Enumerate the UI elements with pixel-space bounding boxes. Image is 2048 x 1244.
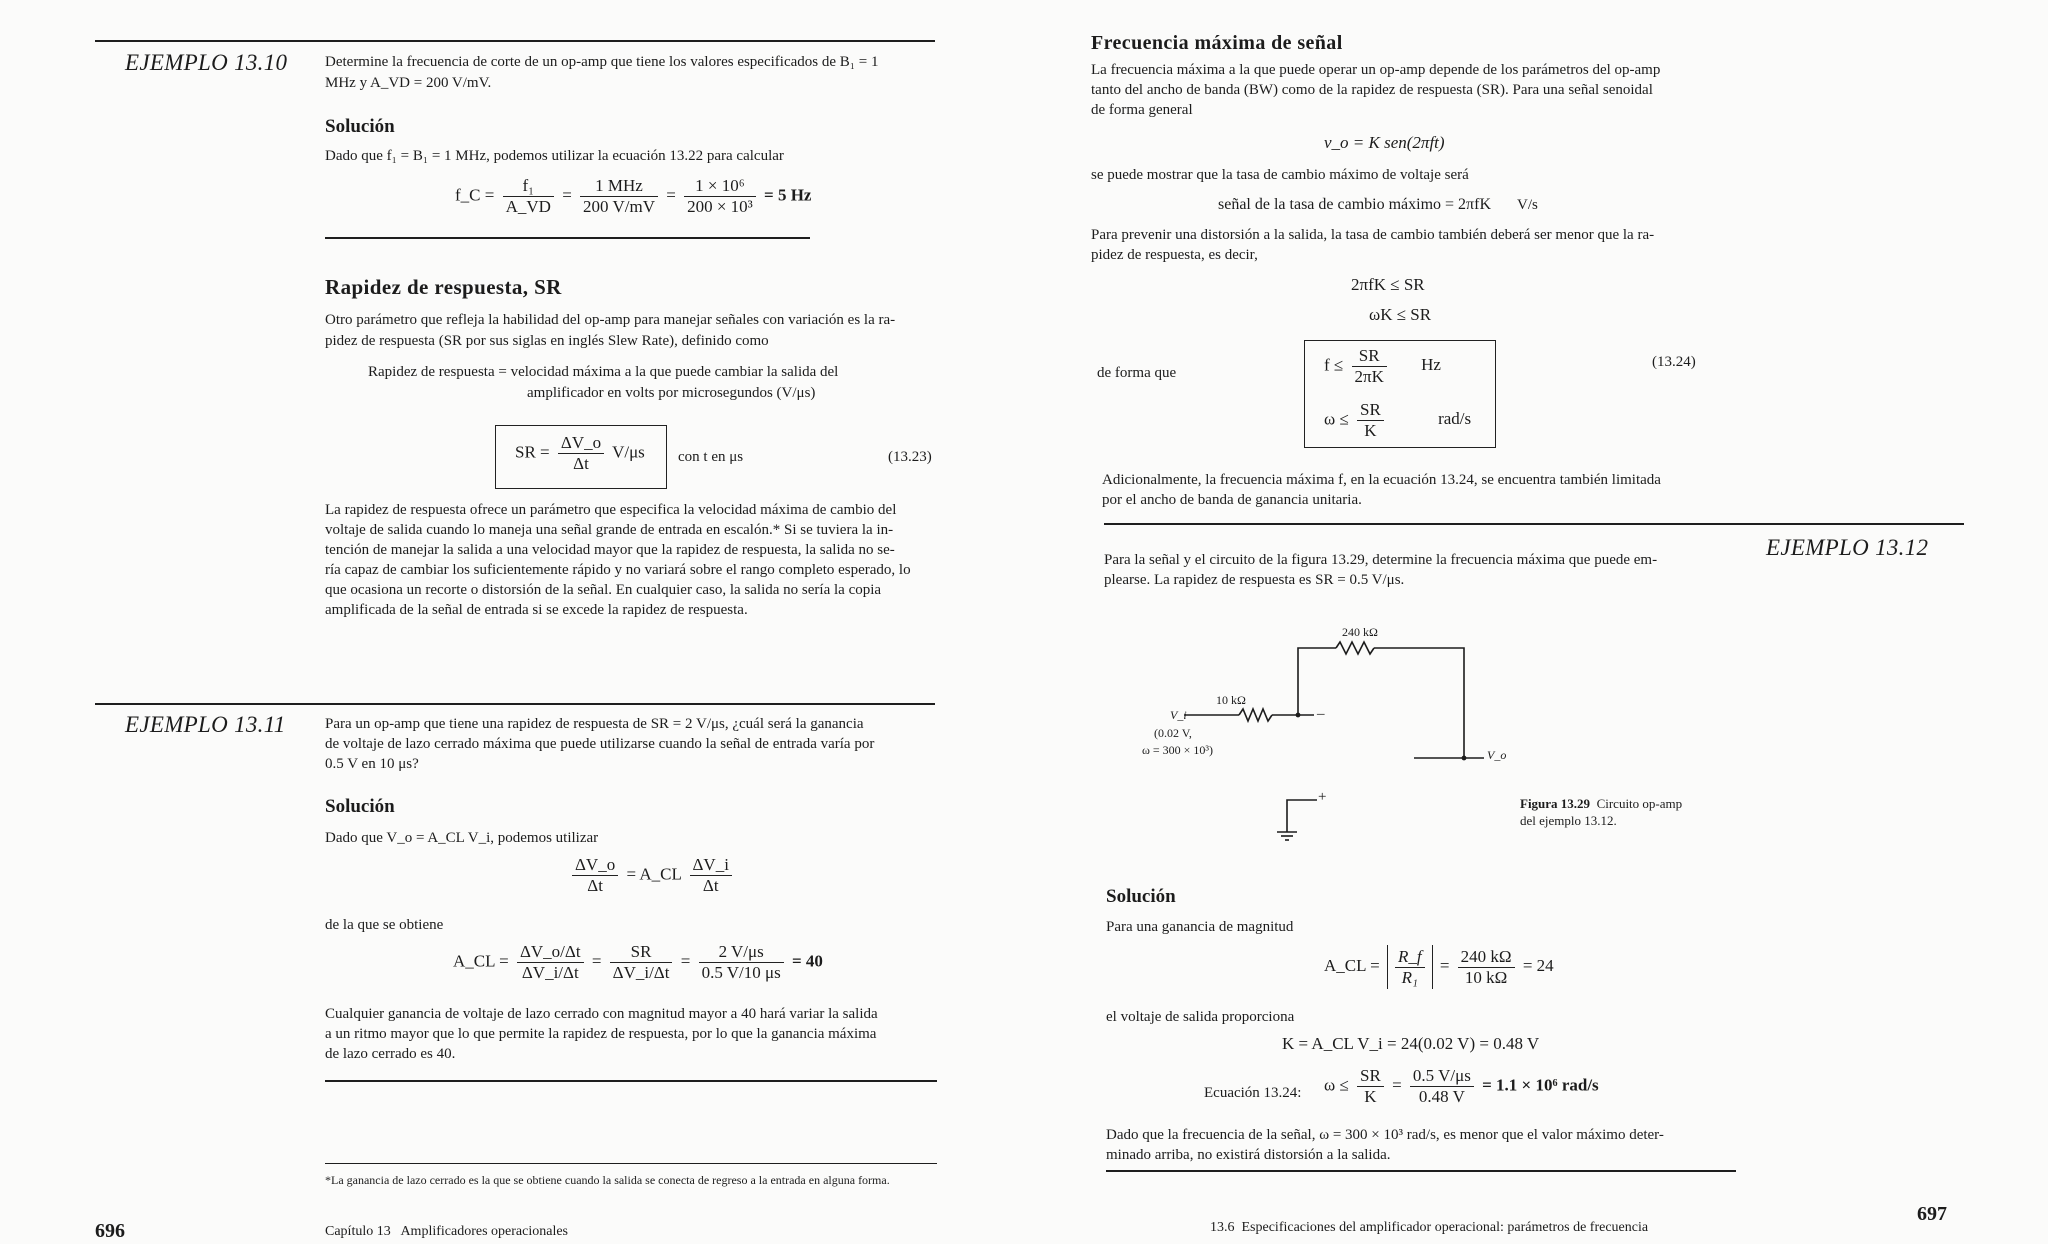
frac-den: R₁ [1401, 967, 1418, 987]
slew-rate-definition-line1: Rapidez de respuesta = velocidad máxima a la que puede cambiar la salida del [368, 364, 839, 380]
example-13-11-top-rule [95, 703, 935, 705]
gain-magnitude-equation [1324, 945, 1554, 989]
additional-text [1102, 470, 1742, 510]
eq-lhs: ω ≤ [1324, 409, 1349, 429]
example-13-10-label: EJEMPLO 13.10 [125, 50, 288, 75]
footnote: *La ganancia de lazo cerrado es la que se obtiene cuando la salida se conecta de regreso a la entrada en alguna forma. [325, 1173, 890, 1187]
frac-num: R_f [1395, 947, 1425, 968]
top-rule [95, 40, 935, 42]
slew-rate-equation [515, 433, 645, 474]
max-rate-text: se puede mostrar que la tasa de cambio máximo de voltaje será [1091, 167, 1469, 183]
example-13-10-problem-line1: Determine la frecuencia de corte de un op-amp que tiene los valores especificados de B₁ = 1 [325, 54, 879, 70]
eq-sign: = [591, 951, 602, 971]
intro-line: de forma general [1091, 102, 1193, 118]
noninverting-wire [1287, 800, 1317, 832]
rf-over-r1 [1395, 947, 1425, 988]
frac-den: K [1364, 1087, 1377, 1106]
example-13-10-problem-line2: MHz y A_VD = 200 V/mV. [325, 75, 492, 91]
sinusoid-equation: v_o = K sen(2πft) [1324, 133, 1445, 152]
eq-lhs: A_CL = [1324, 955, 1380, 975]
eq-result: = 1.1 × 10⁶ rad/s [1482, 1075, 1599, 1095]
slew-rate-body [325, 500, 935, 620]
eq-sign: = [1439, 955, 1450, 975]
intro-line: tanto del ancho de banda (BW) como de la rapidez de respuesta (SR). Para una señal senoidal [1091, 82, 1653, 98]
mhz-fraction [580, 176, 658, 217]
frac-den: ΔV_i/Δt [521, 963, 579, 982]
example-13-11-solution-heading: Solución [325, 796, 395, 817]
k-equation: K = A_CL V_i = 24(0.02 V) = 0.48 V [1282, 1034, 1540, 1053]
max-rate-equation: señal de la tasa de cambio máximo = 2πfK [1218, 196, 1492, 213]
caption-line-2: del ejemplo 13.12. [1520, 813, 1617, 828]
prevent-distortion-text [1091, 225, 1731, 265]
problem-line: Para la señal y el circuito de la figura 13.29, determine la frecuencia máxima que puede em- [1104, 552, 1658, 568]
frac-num: 1 MHz [580, 176, 658, 197]
additional-line: por el ancho de banda de ganancia unitaria. [1102, 492, 1362, 508]
page-number-right: 697 [1917, 1203, 1947, 1225]
frac-den: ΔV_i/Δt [612, 963, 670, 982]
example-13-11-conclusion [325, 1004, 937, 1064]
rf-label: 240 kΩ [1342, 625, 1378, 639]
eq-unit: Hz [1421, 355, 1441, 375]
frac-num: ΔV_o [572, 855, 618, 876]
eq-result: = 24 [1522, 955, 1554, 975]
frac-num: SR [1357, 400, 1384, 421]
cutoff-frequency-equation [455, 176, 811, 217]
sr-over-2pik [1352, 346, 1387, 387]
feedback-wire [1298, 648, 1336, 715]
slew-rate-intro-line2: pidez de respuesta (SR por sus siglas en inglés Slew Rate), definido como [325, 333, 769, 349]
frac-den: Δt [702, 876, 719, 895]
frac-num: ΔV_o/Δt [517, 942, 584, 963]
slew-rate-definition-line2: amplificador en volts por microsegundos (V/μs) [527, 385, 816, 401]
body-line: ría capaz de cambiar los suficientemente rápido y no variará sobre el rango completo esperado, lo [325, 562, 911, 578]
frac-den: 2πK [1354, 367, 1384, 386]
slew-rate-intro-line1: Otro parámetro que refleja la habilidad del op-amp para manejar señales con variación es la ra- [325, 312, 896, 328]
frac-den: 0.5 V/10 μs [701, 963, 781, 982]
frac-den: 0.48 V [1418, 1087, 1465, 1106]
fraction-3 [699, 942, 784, 983]
resistance-ratio [1458, 947, 1515, 988]
sr-over-k [1357, 400, 1384, 441]
chapter-footer: Capítulo 13 Amplificadores operacionales [325, 1224, 568, 1239]
frac-num: 1 × 10⁶ [684, 176, 756, 197]
conclusion-line: minado arriba, no existirá distorsión a la salida. [1106, 1147, 1391, 1163]
eq-lhs: f ≤ [1324, 355, 1344, 375]
frac-num: 240 kΩ [1458, 947, 1515, 968]
example-13-10-solution-text: Dado que f₁ = B₁ = 1 MHz, podemos utilizar la ecuación 13.22 para calcular [325, 148, 784, 164]
frac-num: SR [1357, 1066, 1384, 1087]
problem-line: Para un op-amp que tiene una rapidez de respuesta de SR = 2 V/μs, ¿cuál será la ganancia [325, 716, 864, 732]
equation-number-13-23: (13.23) [888, 449, 932, 465]
fraction-1 [517, 942, 584, 983]
conclusion-line: de lazo cerrado es 40. [325, 1046, 456, 1062]
gain-intro-text: Para una ganancia de magnitud [1106, 919, 1294, 935]
inequality-wk: ωK ≤ SR [1369, 305, 1432, 324]
max-frequency-f-equation [1324, 346, 1441, 387]
frac-den: A_VD [505, 197, 551, 216]
eq-sign: = [1392, 1075, 1402, 1095]
conclusion-line: a un ritmo mayor que lo que permite la rapidez de respuesta, por lo que la ganancia máxima [325, 1026, 877, 1042]
caption-figure-number: Figura 13.29 [1520, 796, 1591, 811]
sr-over-k-fraction [1357, 1066, 1384, 1107]
sci-fraction [684, 176, 756, 217]
output-voltage-text: el voltaje de salida proporciona [1106, 1009, 1295, 1025]
intro-line: La frecuencia máxima a la que puede operar un op-amp depende de los parámetros del op-amp [1091, 62, 1661, 78]
absolute-bar-right [1432, 945, 1433, 989]
feedback-wire-right [1374, 648, 1464, 758]
max-rate-unit: V/s [1517, 197, 1538, 213]
frac-num: f₁ [503, 176, 554, 197]
eq-lhs: A_CL = [453, 951, 509, 971]
eq-lhs: ω ≤ [1324, 1075, 1349, 1095]
example-13-12-label: EJEMPLO 13.12 [1766, 535, 1929, 560]
body-line: La rapidez de respuesta ofrece un parámetro que especifica la velocidad máxima de cambio del [325, 502, 897, 518]
example-13-12-problem [1104, 550, 1744, 590]
body-line: tención de manejar la salida a una velocidad mayor que la rapidez de respuesta, la salida no se- [325, 542, 895, 558]
footnote-rule [325, 1163, 937, 1164]
frac-num: 2 V/μs [699, 942, 784, 963]
vi-value-label: (0.02 V, [1154, 726, 1192, 740]
closed-loop-gain-equation [453, 942, 823, 983]
rf-resistor [1336, 642, 1374, 654]
eq-result: = 5 Hz [764, 185, 812, 205]
frac-num: 0.5 V/μs [1410, 1066, 1474, 1087]
r1-resistor [1239, 709, 1272, 721]
inequality-2pifk: 2πfK ≤ SR [1351, 275, 1425, 294]
noninverting-sign: + [1318, 789, 1327, 805]
example-13-10-solution-heading: Solución [325, 116, 395, 137]
right-page [1024, 0, 2048, 1244]
frac-num: SR [610, 942, 673, 963]
example-13-12-end-rule [1106, 1170, 1736, 1172]
prevent-line: Para prevenir una distorsión a la salida, la tasa de cambio también deberá ser menor que la ra- [1091, 227, 1655, 243]
fraction-2 [610, 942, 673, 983]
eq-lhs: f_C = [455, 185, 495, 205]
frac-den: Δt [587, 876, 603, 895]
frac-den: K [1364, 421, 1377, 440]
delta-vo-fraction [572, 855, 618, 896]
problem-line: plearse. La rapidez de respuesta es SR = 0.5 V/μs. [1104, 572, 1405, 588]
delta-vo-over-delta-t [558, 433, 604, 474]
example-13-12-solution-heading: Solución [1106, 886, 1176, 907]
numeric-fraction [1410, 1066, 1474, 1107]
example-13-12-conclusion [1106, 1125, 1746, 1165]
eq-middle: = A_CL [626, 864, 682, 884]
max-frequency-intro [1091, 60, 1731, 120]
eq-sign: = [680, 951, 691, 971]
frac-den: 200 V/mV [583, 197, 655, 216]
body-line: voltaje de salida cuando lo maneja una señal grande de entrada en escalón.* Si se tuviera la in- [325, 522, 894, 538]
additional-line: Adicionalmente, la frecuencia máxima f, en la ecuación 13.24, se encuentra también limitada [1102, 472, 1661, 488]
eq-sign: = [562, 185, 572, 205]
prevent-line: pidez de respuesta, es decir, [1091, 247, 1258, 263]
eq-lhs: SR = [515, 442, 550, 462]
problem-line: 0.5 V en 10 μs? [325, 756, 419, 772]
example-13-11-label: EJEMPLO 13.11 [125, 712, 286, 737]
figure-13-29-caption [1520, 795, 1682, 829]
eq-unit: V/μs [612, 442, 645, 462]
equation-reference: Ecuación 13.24: [1204, 1085, 1302, 1101]
frac-num: SR [1352, 346, 1387, 367]
problem-line: de voltaje de lazo cerrado máxima que puede utilizarse cuando la señal de entrada varía por [325, 736, 875, 752]
example-13-10-end-rule [325, 237, 810, 239]
equation-number-13-24: (13.24) [1652, 354, 1696, 370]
example-13-12-top-rule [1104, 523, 1964, 525]
frac-num: ΔV_o [558, 433, 604, 454]
eq-sign: = [666, 185, 676, 205]
r1-label: 10 kΩ [1216, 693, 1246, 707]
example-13-11-given: Dado que V_o = A_CL V_i, podemos utilizar [325, 830, 599, 846]
max-frequency-w-equation [1324, 400, 1471, 441]
frac-num: ΔV_i [690, 855, 732, 876]
slew-rate-heading: Rapidez de respuesta, SR [325, 275, 562, 299]
inverting-sign: – [1317, 706, 1325, 722]
input-node-dot [1296, 713, 1301, 718]
gain-rate-equation [568, 855, 736, 896]
f1-fraction [503, 176, 554, 217]
frac-den: 10 kΩ [1464, 967, 1508, 987]
eq-unit: rad/s [1438, 409, 1472, 429]
body-line: amplificada de la señal de entrada si se excede la rapidez de respuesta. [325, 602, 748, 618]
max-frequency-heading: Frecuencia máxima de señal [1091, 32, 1343, 54]
conclusion-line: Cualquier ganancia de voltaje de lazo cerrado con magnitud mayor a 40 hará variar la salida [325, 1006, 878, 1022]
frac-den: Δt [573, 454, 589, 473]
vo-label: V_o [1487, 748, 1507, 762]
example-13-11-from: de la que se obtiene [325, 917, 444, 933]
absolute-bar-left [1387, 945, 1388, 989]
vi-label: V_i [1170, 708, 1187, 722]
page-number-left: 696 [95, 1220, 125, 1242]
eq-result: = 40 [792, 951, 823, 971]
so-that-text: de forma que [1097, 365, 1177, 381]
frac-den: 200 × 10³ [687, 197, 753, 216]
caption-text: Circuito op-amp [1596, 796, 1683, 811]
caption-line-1 [1520, 795, 1682, 812]
delta-vi-fraction [690, 855, 732, 896]
conclusion-line: Dado que la frecuencia de la señal, ω = 300 × 10³ rad/s, es menor que el valor máximo deter- [1106, 1127, 1664, 1143]
section-footer: 13.6 Especificaciones del amplificador operacional: parámetros de frecuencia [1210, 1220, 1649, 1235]
body-line: que ocasiona un recorte o distorsión de la señal. En cualquier caso, la salida no sería la copia [325, 582, 882, 598]
op-amp-circuit-diagram [1084, 620, 1507, 850]
example-13-11-end-rule [325, 1080, 937, 1082]
output-node-dot [1462, 756, 1467, 761]
vi-omega-label: ω = 300 × 10³) [1142, 743, 1214, 757]
slew-rate-box-note: con t en μs [678, 449, 744, 465]
example-13-11-problem [325, 714, 937, 774]
max-omega-equation [1324, 1066, 1599, 1107]
